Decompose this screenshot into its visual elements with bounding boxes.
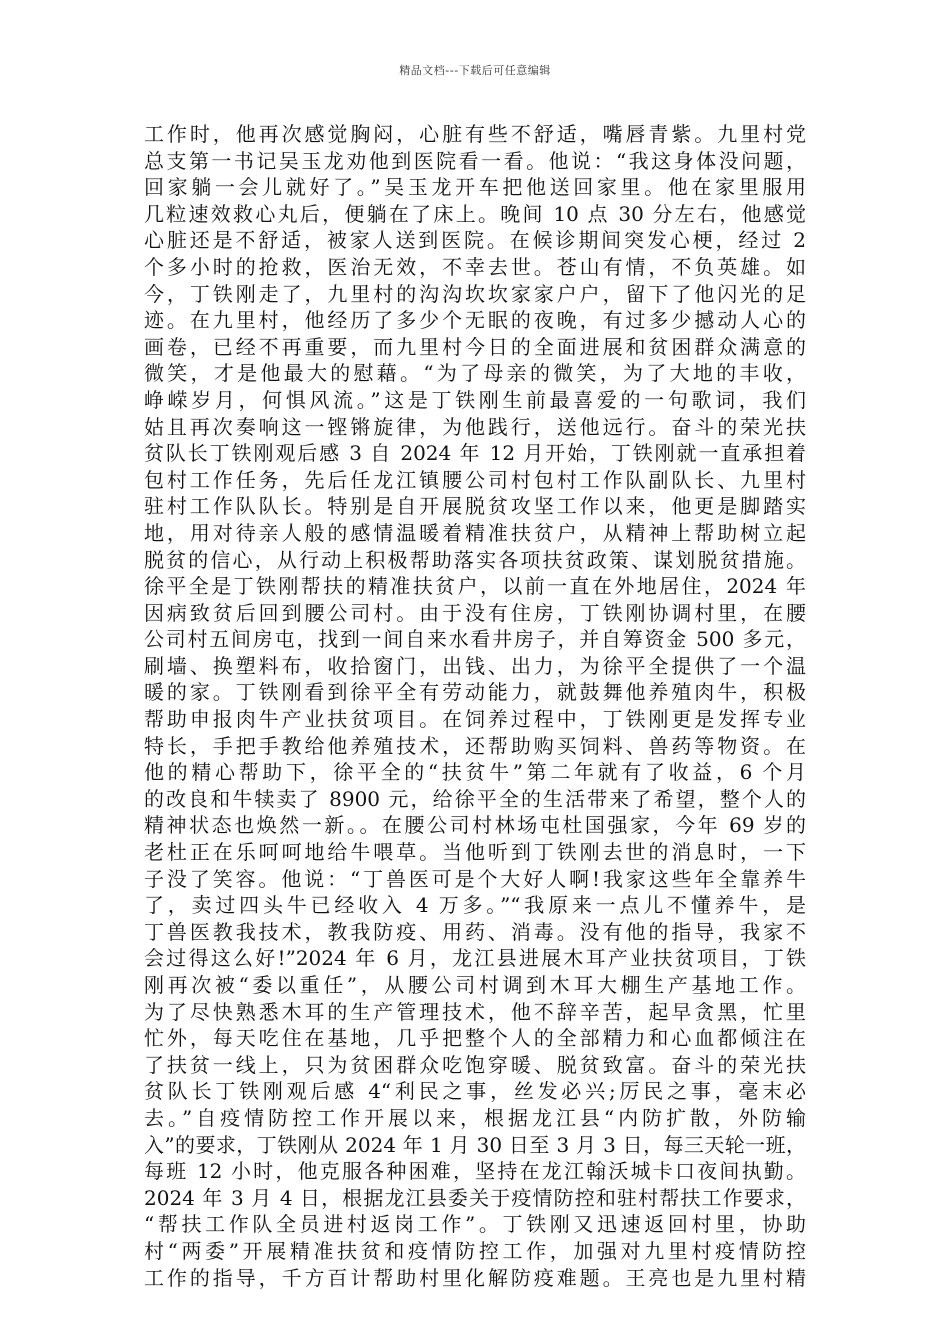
- body-text-line: 丁兽医教我技术，教我防疫、用药、消毒。没有他的指导，我家不: [144, 919, 806, 944]
- body-text-line: 去。”自疫情防控工作开展以来，根据龙江县“内防扩散，外防输: [144, 1105, 806, 1130]
- body-text-line: 忙外，每天吃住在基地，几乎把整个人的全部精力和心血都倾注在: [144, 1026, 806, 1051]
- body-text-line: 入”的要求，丁铁刚从 2024 年 1 月 30 日至 3 月 3 日，每三天轮一班，: [144, 1132, 806, 1157]
- body-text-line: 村“两委”开展精准扶贫和疫情防控工作，加强对九里村疫情防控: [144, 1238, 806, 1263]
- body-text-line: 心脏还是不舒适，被家人送到医院。在候诊期间突发心梗，经过 2: [144, 228, 806, 253]
- body-text-line: 微笑，才是他最大的慰藉。“为了母亲的微笑，为了大地的丰收，: [144, 361, 806, 386]
- body-text-line: 工作时，他再次感觉胸闷，心脏有些不舒适，嘴唇青紫。九里村党: [144, 122, 806, 146]
- body-text-line: 包村工作任务，先后任龙江镇腰公司村包村工作队副队长、九里村: [144, 467, 806, 492]
- body-text-line: 总支第一书记吴玉龙劝他到医院看一看。他说：“我这身体没问题，: [144, 148, 806, 173]
- body-text-line: 今，丁铁刚走了，九里村的沟沟坎坎家家户户，留下了他闪光的足: [144, 281, 806, 306]
- body-text-line: 徐平全是丁铁刚帮扶的精准扶贫户，以前一直在外地居住，2024 年: [144, 574, 806, 599]
- document-body: [144, 121, 806, 1291]
- body-text-line: 画卷，已经不再重要，而九里村今日的全面进展和贫困群众满意的: [144, 334, 806, 359]
- body-text-line: 了，卖过四头牛已经收入 4 万多。”“我原来一点儿不懂养牛，是: [144, 893, 806, 918]
- body-text-line: “帮扶工作队全员进村返岗工作”。丁铁刚又迅速返回村里，协助: [144, 1212, 806, 1237]
- body-text-line: 2024 年 3 月 4 日，根据龙江县委关于疫情防控和驻村帮扶工作要求，: [144, 1185, 806, 1210]
- body-text-line: 贫队长丁铁刚观后感 3 自 2024 年 12 月开始，丁铁刚就一直承担着: [144, 441, 806, 466]
- body-text-line: 会过得这么好!”2024 年 6 月，龙江县进展木耳产业扶贫项目，丁铁: [144, 946, 806, 971]
- body-text-line: 贫队长丁铁刚观后感 4“利民之事，丝发必兴;厉民之事，毫末必: [144, 1079, 806, 1104]
- body-text-line: 回家躺一会儿就好了。”吴玉龙开车把他送回家里。他在家里服用: [144, 175, 806, 200]
- body-text-line: 刚再次被“委以重任”，从腰公司村调到木耳大棚生产基地工作。: [144, 973, 806, 997]
- body-text-line: 工作的指导，千方百计帮助村里化解防疫难题。王亮也是九里村精: [144, 1265, 806, 1290]
- page-header-caption: 精品文档---下载后可任意编辑: [399, 64, 551, 77]
- body-text-line: 地，用对待亲人般的感情温暖着精准扶贫户，从精神上帮助树立起: [144, 520, 806, 545]
- body-text-line: 他的精心帮助下，徐平全的“扶贫牛”第二年就有了收益，6 个月: [144, 760, 806, 785]
- body-text-line: 姑且再次奏响这一铿锵旋律，为他践行，送他远行。奋斗的荣光扶: [144, 414, 806, 439]
- body-text-line: 为了尽快熟悉木耳的生产管理技术，他不辞辛苦，起早贪黑，忙里: [144, 999, 806, 1024]
- body-text-line: 几粒速效救心丸后，便躺在了床上。晚间 10 点 30 分左右，他感觉: [144, 201, 806, 226]
- body-text-line: 暖的家。丁铁刚看到徐平全有劳动能力，就鼓舞他养殖肉牛，积极: [144, 680, 806, 705]
- body-text-line: 刷墙、换塑料布，收拾窗门，出钱、出力，为徐平全提供了一个温: [144, 653, 806, 678]
- body-text-line: 峥嵘岁月，何惧风流。”这是丁铁刚生前最喜爱的一句歌词，我们: [144, 387, 806, 412]
- body-text-line: 精神状态也焕然一新。。在腰公司村林场屯杜国强家，今年 69 岁的: [144, 813, 806, 838]
- body-text-line: 公司村五间房屯，找到一间自来水看井房子，并自筹资金 500 多元，: [144, 627, 806, 652]
- body-text-line: 的改良和牛犊卖了 8900 元，给徐平全的生活带来了希望，整个人的: [144, 786, 806, 811]
- body-text-line: 帮助申报肉牛产业扶贫项目。在饲养过程中，丁铁刚更是发挥专业: [144, 707, 806, 732]
- body-text-line: 迹。在九里村，他经历了多少个无眠的夜晚，有过多少撼动人心的: [144, 308, 806, 333]
- body-text-line: 了扶贫一线上，只为贫困群众吃饱穿暖、脱贫致富。奋斗的荣光扶: [144, 1052, 806, 1077]
- body-text-line: 因病致贫后回到腰公司村。由于没有住房，丁铁刚协调村里，在腰: [144, 600, 806, 625]
- body-text-line: 脱贫的信心，从行动上积极帮助落实各项扶贫政策、谋划脱贫措施。: [144, 547, 806, 572]
- body-text-line: 子没了笑容。他说：“丁兽医可是个大好人啊!我家这些年全靠养牛: [144, 866, 806, 891]
- body-text-line: 老杜正在乐呵呵地给牛喂草。当他听到丁铁刚去世的消息时，一下: [144, 840, 806, 865]
- body-text-line: 驻村工作队队长。特别是自开展脱贫攻坚工作以来，他更是脚踏实: [144, 494, 806, 519]
- body-text-line: 特长，手把手教给他养殖技术，还帮助购买饲料、兽药等物资。在: [144, 733, 806, 758]
- body-text-line: 个多小时的抢救，医治无效，不幸去世。苍山有情，不负英雄。如: [144, 254, 806, 279]
- body-text-line: 每班 12 小时，他克服各种困难，坚持在龙江翰沃城卡口夜间执勤。: [144, 1159, 806, 1184]
